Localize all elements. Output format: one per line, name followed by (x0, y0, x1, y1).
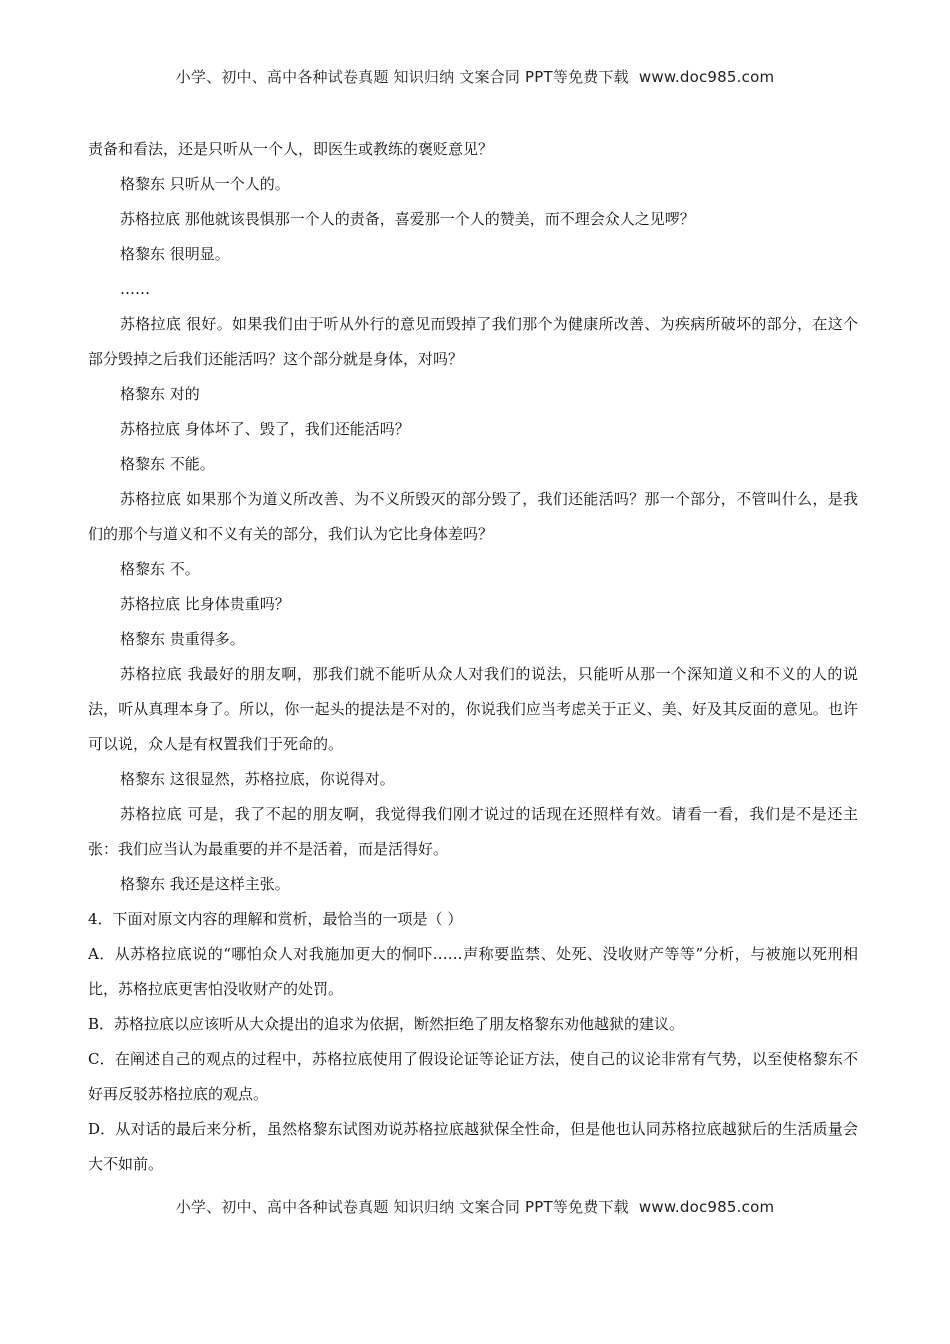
passage-line: 责备和看法，还是只听从一个人，即医生或教练的褒贬意见？ (88, 140, 494, 158)
passage-line: 苏格拉底 身体坏了、毁了，我们还能活吗？ (120, 420, 410, 438)
option-d[interactable]: D．从对话的最后来分析，虽然格黎东试图劝说苏格拉底越狱保全性命，但是他也认同苏格拉底越狱后的生活质量会大不如前。 (88, 1120, 858, 1173)
passage-line: 苏格拉底 可是，我了不起的朋友啊，我觉得我们刚才说过的话现在还照样有效。请看一看，我们是不是还主张：我们应当认为最重要的并不是活着，而是活得好。 (88, 805, 858, 858)
page-header (0, 66, 950, 87)
option-a[interactable]: A．从苏格拉底说的“哪怕众人对我施加更大的恫吓……声称要监禁、处死、没收财产等等”分析，与被施以死刑相比，苏格拉底更害怕没收财产的处罚。 (88, 945, 858, 998)
passage-line: 格黎东 对的 (120, 385, 200, 403)
passage-line: 格黎东 贵重得多。 (120, 630, 245, 648)
question-stem: 4．下面对原文内容的理解和赏析，最恰当的一项是（ ） (88, 910, 463, 928)
passage-line: 苏格拉底 很好。如果我们由于听从外行的意见而毁掉了我们那个为健康所改善、为疾病所破坏的部分，在这个部分毁掉之后我们还能活吗？这个部分就是身体，对吗？ (88, 315, 858, 368)
page-footer (0, 1196, 950, 1217)
passage-line: 格黎东 不。 (120, 560, 200, 578)
option-c[interactable]: C．在阐述自己的观点的过程中，苏格拉底使用了假设论证等论证方法，使自己的议论非常有气势，以至使格黎东不好再反驳苏格拉底的观点。 (88, 1050, 858, 1103)
passage-line: 苏格拉底 如果那个为道义所改善、为不义所毁灭的部分毁了，我们还能活吗？那一个部分，不管叫什么，是我们的那个与道义和不义有关的部分，我们认为它比身体差吗？ (88, 490, 858, 543)
document-body (88, 132, 858, 1182)
passage-line: 格黎东 我还是这样主张。 (120, 875, 290, 893)
passage-line: 格黎东 很明显。 (120, 245, 230, 263)
passage-ellipsis: …… (120, 280, 150, 298)
passage-line: 苏格拉底 比身体贵重吗？ (120, 595, 290, 613)
footer-text: 小学、初中、高中各种试卷真题 知识归纳 文案合同 PPT等免费下载 (175, 1198, 629, 1216)
passage-line: 格黎东 这很显然，苏格拉底，你说得对。 (120, 770, 395, 788)
passage-line: 苏格拉底 我最好的朋友啊，那我们就不能听从众人对我们的说法，只能听从那一个深知道义和不义的人的说法，听从真理本身了。所以，你一起头的提法是不对的，你说我们应当考虑关于正义、美、好及其反面的意见。也许可以说，众人是有权置我们于死命的。 (88, 665, 858, 753)
header-url[interactable]: www.doc985.com (638, 68, 775, 86)
header-text: 小学、初中、高中各种试卷真题 知识归纳 文案合同 PPT等免费下载 (175, 68, 629, 86)
passage-line: 苏格拉底 那他就该畏惧那一个人的责备，喜爱那一个人的赞美，而不理会众人之见啰？ (120, 210, 695, 228)
footer-url[interactable]: www.doc985.com (638, 1198, 775, 1216)
passage-line: 格黎东 不能。 (120, 455, 215, 473)
passage-line: 格黎东 只听从一个人的。 (120, 175, 290, 193)
option-b[interactable]: B．苏格拉底以应该听从大众提出的追求为依据，断然拒绝了朋友格黎东劝他越狱的建议。 (88, 1015, 685, 1033)
